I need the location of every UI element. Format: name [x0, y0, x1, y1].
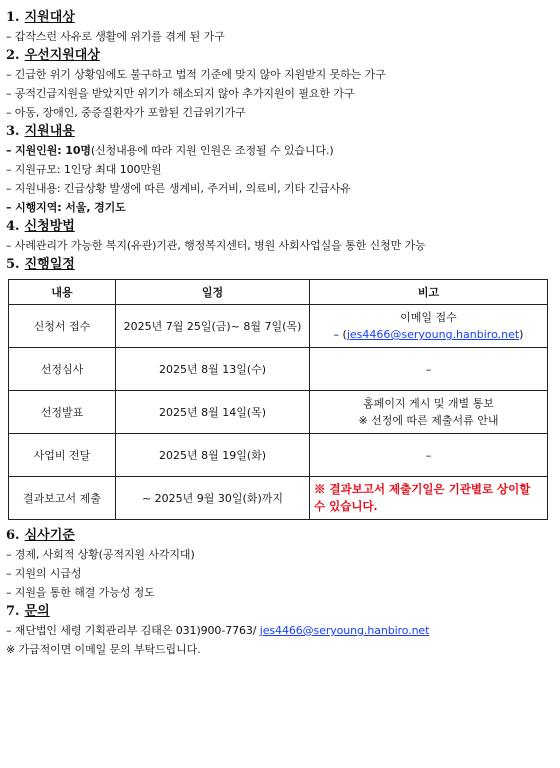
table-row — [9, 434, 548, 477]
table-row — [9, 348, 548, 391]
notice-document — [6, 8, 552, 659]
list-item: – 지원내용: 긴급상황 발생에 따른 생계비, 주거비, 의료비, 기타 긴급사유 — [6, 182, 351, 195]
email-link[interactable]: jes4466@seryoung.hanbiro.net — [346, 328, 520, 341]
list-item: – 긴급한 위기 상황임에도 불구하고 법적 기준에 맞지 않아 지원받지 못하는 가구 — [6, 68, 386, 81]
table-cell: 2025년 8월 14일(목) — [116, 391, 310, 434]
section-heading-4: 4. 신청방법 — [6, 219, 75, 234]
list-item: – 지원을 통한 해결 가능성 정도 — [6, 586, 155, 599]
section-heading-5: 5. 진행일정 — [6, 257, 75, 272]
table-cell: 이메일 접수 – (jes4466@seryoung.hanbiro.net) — [310, 305, 548, 348]
list-item: – 공적긴급지원을 받았지만 위기가 해소되지 않아 추가지원이 필요한 가구 — [6, 87, 355, 100]
list-item: – 사례관리가 가능한 복지(유관)기관, 행정복지센터, 병원 사회사업실을 통한 신청만 가능 — [6, 239, 426, 252]
table-cell: ~ 2025년 9월 30일(화)까지 — [116, 477, 310, 520]
table-header: 비고 — [310, 280, 548, 305]
section-heading-7: 7. 문의 — [6, 604, 50, 619]
table-cell: 홈페이지 게시 및 개별 통보 ※ 선정에 따른 제출서류 안내 — [310, 391, 548, 434]
table-row — [9, 391, 548, 434]
table-header-row — [9, 280, 548, 305]
section-heading-3: 3. 지원내용 — [6, 124, 75, 139]
list-item: – 지원인원: 10명(신청내용에 따라 지원 인원은 조정될 수 있습니다.) — [6, 144, 334, 157]
section-heading-6: 6. 심사기준 — [6, 528, 75, 543]
warning-note: ※ 결과보고서 제출기일은 기관별로 상이할 수 있습니다. — [310, 477, 548, 520]
table-cell: – — [310, 348, 548, 391]
contact-note: ※ 가급적이면 이메일 문의 부탁드립니다. — [6, 643, 201, 656]
table-header: 일정 — [116, 280, 310, 305]
schedule-table — [8, 279, 548, 520]
table-cell: 결과보고서 제출 — [9, 477, 116, 520]
list-item: – 경제, 사회적 상황(공적지원 사각지대) — [6, 548, 195, 561]
table-cell: 2025년 7월 25일(금)~ 8월 7일(목) — [116, 305, 310, 348]
contact-line: – 재단법인 세령 기획관리부 김태은 031)900-7763/ jes4466@seryoung.hanbiro.net — [6, 624, 430, 637]
list-item: – 갑작스런 사유로 생활에 위기를 겪게 된 가구 — [6, 30, 225, 43]
table-cell: 2025년 8월 19일(화) — [116, 434, 310, 477]
table-cell: 신청서 접수 — [9, 305, 116, 348]
list-item: – 시행지역: 서울, 경기도 — [6, 201, 126, 214]
table-row — [9, 305, 548, 348]
table-cell: 2025년 8월 13일(수) — [116, 348, 310, 391]
table-cell: 선정발표 — [9, 391, 116, 434]
list-item: – 지원규모: 1인당 최대 100만원 — [6, 163, 162, 176]
list-item: – 아동, 장애인, 중증질환자가 포함된 긴급위기가구 — [6, 106, 246, 119]
table-row — [9, 477, 548, 520]
table-cell: 선정심사 — [9, 348, 116, 391]
table-cell: 사업비 전달 — [9, 434, 116, 477]
contact-email-link[interactable]: jes4466@seryoung.hanbiro.net — [259, 624, 430, 637]
section-heading-2: 2. 우선지원대상 — [6, 48, 100, 63]
table-cell: – — [310, 434, 548, 477]
table-header: 내용 — [9, 280, 116, 305]
section-heading-1: 1. 지원대상 — [6, 10, 75, 25]
list-item: – 지원의 시급성 — [6, 567, 82, 580]
